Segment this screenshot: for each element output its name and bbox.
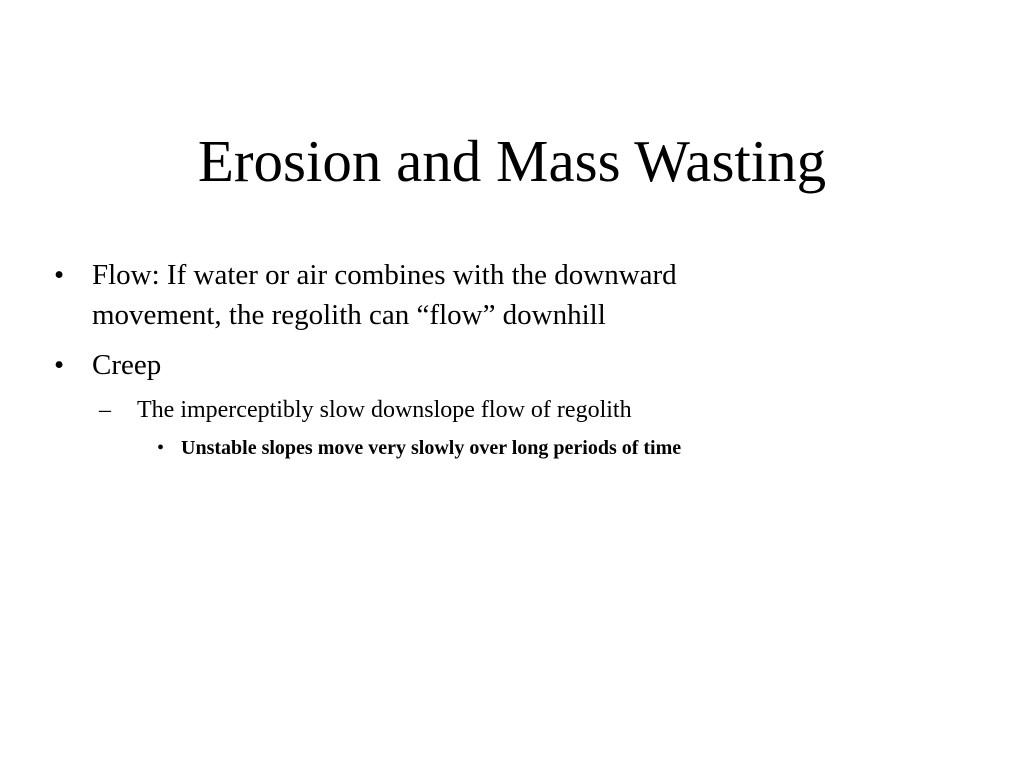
bullet-text: Flow: If water or air combines with the downward movement, the regolith can “flow” downhill: [92, 259, 677, 331]
bullet-text: Creep: [92, 349, 162, 381]
bullet-item-creep: [54, 345, 812, 385]
dash-marker: –: [99, 397, 111, 423]
bullet-item-flow: [54, 255, 812, 335]
slide-title: Erosion and Mass Wasting: [197, 128, 827, 194]
bullet-marker: •: [54, 259, 65, 291]
sub-sub-bullet-text: Unstable slopes move very slowly over long periods of time: [181, 437, 682, 459]
bullet-marker: •: [157, 437, 165, 459]
sub-sub-bullet-item-unstable-slopes: [157, 435, 681, 461]
sub-bullet-text: The imperceptibly slow downslope flow of regolith: [137, 397, 632, 423]
sub-bullet-item-creep-definition: [99, 395, 632, 425]
bullet-marker: •: [54, 349, 65, 381]
